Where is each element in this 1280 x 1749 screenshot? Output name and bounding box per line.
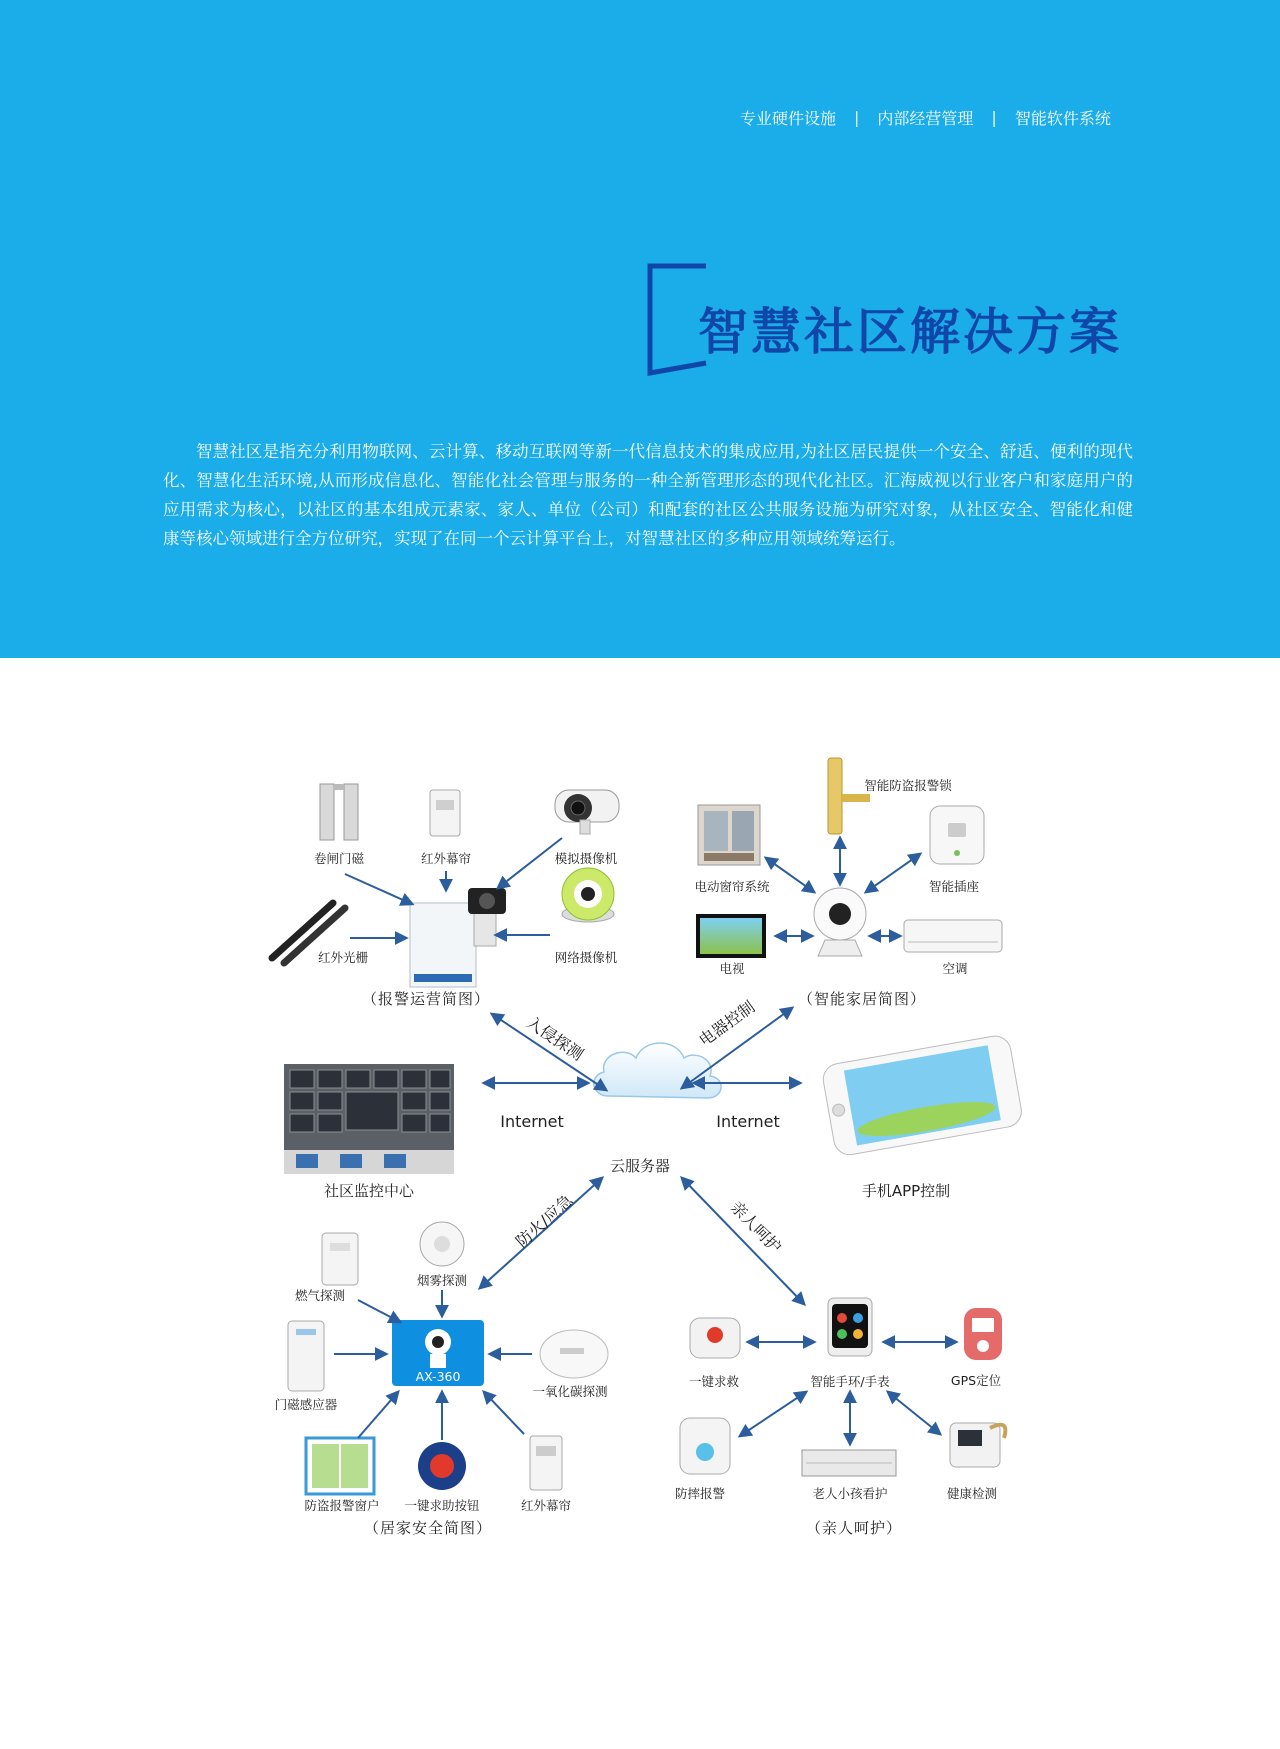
arrow-analog-panel: [498, 838, 562, 888]
monitor-wall-icon: [284, 1064, 454, 1174]
sos-button-label: 一键求助按钮: [404, 1498, 480, 1513]
cloud-server-label: 云服务器: [609, 1157, 671, 1175]
nav-item-hardware[interactable]: 专业硬件设施: [740, 109, 837, 128]
curtain-system-label: 电动窗帘系统: [694, 879, 770, 894]
care-cluster: [675, 1298, 1005, 1537]
safety-caption: （居家安全简图）: [363, 1519, 493, 1537]
edge-internet-right-label: Internet: [716, 1112, 780, 1131]
rolling-door-label: 卷闸门磁: [313, 851, 365, 866]
monitor-center: [284, 1064, 454, 1200]
hero-banner: [0, 0, 1280, 658]
page-title: 智慧社区解决方案: [698, 303, 1122, 361]
arrow-watch-health: [888, 1392, 940, 1434]
tv-label: 电视: [719, 961, 745, 976]
edge-care: [682, 1178, 804, 1304]
gps-label: GPS定位: [950, 1373, 1002, 1388]
alarm-caption: （报警运营简图）: [361, 990, 491, 1008]
rolling-door-magnet-icon: [320, 784, 358, 840]
arrow-gas-hub: [358, 1300, 400, 1322]
phone-icon: [821, 1034, 1024, 1158]
arrow-curtain-hub: [484, 1392, 524, 1434]
arrow-window-hub: [358, 1392, 398, 1438]
ac-label: 空调: [942, 961, 968, 976]
monitor-center-label: 社区监控中心: [323, 1182, 415, 1200]
arrow-socket-cam: [866, 854, 920, 892]
arrow-door-panel: [345, 874, 412, 904]
smart-lock-label: 智能防盗报警锁: [864, 778, 952, 793]
health-label: 健康检测: [946, 1486, 998, 1501]
ir-curtain-2-icon: [530, 1436, 562, 1490]
phone-app: [821, 1034, 1024, 1200]
home-cluster: [694, 758, 1002, 1008]
smart-lock-icon: [828, 758, 870, 834]
cloud-icon: [594, 1043, 721, 1098]
network-camera-label: 网络摄像机: [554, 950, 618, 965]
safety-cluster: [275, 1222, 608, 1537]
cloud-server: [594, 1043, 721, 1175]
phone-app-label: 手机APP控制: [861, 1182, 951, 1200]
ir-curtain-icon: [430, 790, 460, 836]
nav-item-management[interactable]: 内部经营管理: [877, 109, 974, 128]
smoke-label: 烟雾探测: [416, 1273, 468, 1288]
door-sensor-icon: [288, 1321, 324, 1391]
edge-intrusion-label: 入侵探测: [523, 1012, 587, 1065]
smart-socket-label: 智能插座: [928, 879, 980, 894]
top-nav: [740, 106, 1160, 129]
intro-paragraph: 智慧社区是指充分利用物联网、云计算、移动互联网等新一代信息技术的集成应用,为社区居民提供一个安全、舒适、便利的现代化、智慧化生活环境,从而形成信息化、智能化社会管理与服务的一种全新管理形态的现代化社区。汇海威视以行业客户和家庭用户的应用需求为核心，以社区的基本组成元素家、家人、单位（公司）和配套的社区公共服务设施为研究对象，从社区安全、智能化和健康等核心领域进行全方位研究，实现了在同一个云计算平台上，对智慧社区的多种应用领域统筹运行。: [163, 442, 1133, 548]
co-detector-icon: [540, 1330, 608, 1378]
care-server-icon: [802, 1450, 896, 1476]
nav-separator: |: [991, 108, 997, 127]
sos-device-icon: [690, 1318, 740, 1358]
analog-camera-icon: [555, 790, 619, 834]
ir-curtain-label: 红外幕帘: [420, 851, 472, 866]
arrow-watch-fall: [740, 1392, 806, 1436]
network-diagram: [0, 658, 1280, 1749]
safety-hub-model: AX-360: [415, 1369, 461, 1384]
analog-camera-label: 模拟摄像机: [554, 851, 618, 866]
nav-item-software[interactable]: 智能软件系统: [1014, 109, 1111, 128]
alarm-panel-icon: [410, 888, 506, 987]
edge-internet-left-label: Internet: [500, 1112, 564, 1131]
gps-tracker-icon: [964, 1308, 1002, 1360]
ir-fence-label: 红外光栅: [317, 950, 369, 965]
gas-label: 燃气探测: [294, 1288, 346, 1303]
ir-curtain-2-label: 红外幕帘: [520, 1498, 572, 1513]
health-monitor-icon: [950, 1423, 1005, 1467]
alarm-cluster: [272, 784, 619, 1008]
sos-label: 一键求救: [688, 1374, 740, 1389]
gas-detector-icon: [322, 1233, 358, 1285]
edge-care-label: 亲人呵护: [726, 1197, 786, 1257]
safety-hub: [392, 1320, 484, 1386]
arrow-curtain-cam: [766, 858, 814, 892]
edge-fire-label: 防火/应急: [512, 1190, 577, 1252]
co-label: 一氧化碳探测: [532, 1384, 608, 1399]
edge-appliance-label: 电器控制: [695, 997, 759, 1051]
home-camera-icon: [814, 888, 866, 956]
window-alarm-icon: [306, 1438, 374, 1494]
sos-button-icon: [418, 1442, 466, 1490]
tv-icon: [696, 914, 766, 958]
child-care-label: 老人小孩看护: [812, 1486, 888, 1501]
window-label: 防盗报警窗户: [304, 1498, 380, 1513]
smart-socket-icon: [930, 806, 984, 864]
smart-watch-icon: [828, 1298, 872, 1356]
smoke-detector-icon: [420, 1222, 464, 1266]
fall-label: 防摔报警: [674, 1486, 726, 1501]
door-sensor-label: 门磁感应器: [274, 1397, 338, 1412]
home-caption: （智能家居简图）: [797, 990, 927, 1008]
fall-alarm-icon: [680, 1418, 730, 1474]
curtain-system-icon: [698, 805, 760, 865]
network-camera-icon: [562, 868, 614, 922]
care-caption: （亲人呵护）: [805, 1519, 903, 1537]
nav-separator: |: [854, 108, 860, 127]
watch-label: 智能手环/手表: [810, 1374, 890, 1389]
air-conditioner-icon: [904, 920, 1002, 952]
